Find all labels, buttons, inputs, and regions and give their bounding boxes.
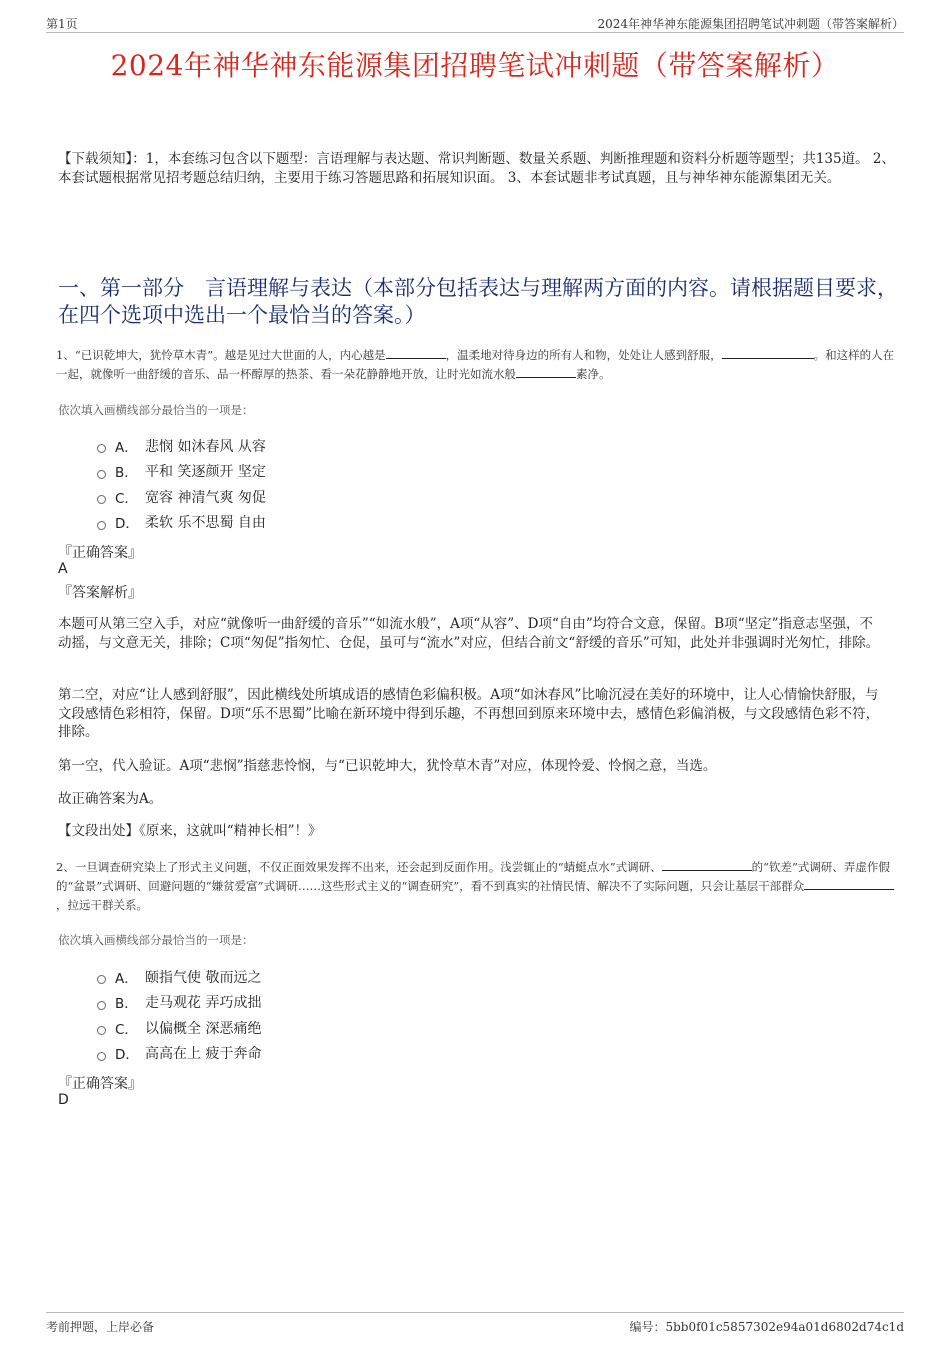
option-b[interactable]: B． 平和 笑逐颜开 坚定	[97, 459, 266, 485]
question-1-stem: 1、“已识乾坤大，犹怜草木青”。越是见过大世面的人，内心越是 ，温柔地对待身边的所有人和物，处处让人感到舒服， 。和这样的人在一起，就像听一曲舒缓的音乐、品一杯醇厚的热茶、看一朵花静静地开放，让时光如流水般 素净。	[56, 348, 895, 381]
header-doc-name: 2024年神华神东能源集团招聘笔试冲刺题（带答案解析）	[597, 17, 904, 31]
analysis-label: 『答案解析』	[58, 585, 142, 601]
page-number: 第1页	[46, 17, 78, 31]
radio-icon[interactable]	[97, 470, 106, 479]
option-a[interactable]: A． 颐指气使 敬而远之	[97, 964, 261, 990]
analysis-conclusion: 故正确答案为A。	[58, 791, 163, 807]
radio-icon[interactable]	[97, 975, 106, 984]
correct-answer-label: 『正确答案』	[58, 545, 142, 561]
section-title: 一、第一部分 言语理解与表达（本部分包括表达与理解两方面的内容。请根据题目要求，在四个选项中选出一个最恰当的答案。）	[58, 276, 898, 327]
option-b[interactable]: B． 走马观花 弄巧成拙	[97, 990, 261, 1016]
page-header	[46, 12, 904, 33]
question-2-options	[97, 964, 261, 1066]
question-1-options	[97, 433, 266, 535]
footer-slogan: 考前押题，上岸必备	[46, 1320, 155, 1334]
correct-answer: D	[58, 1092, 69, 1108]
option-d[interactable]: D． 高高在上 疲于奔命	[97, 1041, 261, 1067]
radio-icon[interactable]	[97, 1001, 106, 1010]
source-note: 【文段出处】《原来，这就叫“精神长相”！》	[58, 823, 322, 839]
correct-answer-label: 『正确答案』	[58, 1076, 142, 1092]
radio-icon[interactable]	[97, 495, 106, 504]
option-d[interactable]: D． 柔软 乐不思蜀 自由	[97, 510, 266, 536]
question-2-stem: 2、一旦调查研究染上了形式主义问题，不仅正面效果发挥不出来，还会起到反面作用。浅尝辄止的“蜻蜓点水”式调研、 的“钦差”式调研、弄虚作假的“盆景”式调研、回避问题的“嫌贫爱富”式调研……这些形式主义的“调查研究”，看不到真实的社情民情、解决不了实际问题，只会让基层干部群众，拉远干群关系。	[56, 858, 898, 915]
option-c[interactable]: C． 以偏概全 深恶痛绝	[97, 1015, 261, 1041]
download-notice: 【下载须知】：1，本套练习包含以下题型：言语理解与表达题、常识判断题、数量关系题、判断推理题和资料分析题等题型；共135道。 2、本套试题根据常见招考题总结归纳，主要用于练习答题思路和拓展知识面。 3、本套试题非考试真题，且与神华神东能源集团无关。	[58, 151, 895, 186]
analysis-paragraph: 第二空，对应“让人感到舒服”，因此横线处所填成语的感情色彩偏积极。A项“如沐春风”比喻沉浸在美好的环境中，让人心情愉快舒服，与文段感情色彩相符，保留。D项“乐不思蜀”比喻在新环境中得到乐趣，不再想回到原来环境中去，感情色彩偏消极，与文段感情色彩不符，排除。	[58, 687, 880, 740]
blank	[386, 346, 446, 359]
radio-icon[interactable]	[97, 444, 106, 453]
correct-answer: A	[58, 561, 68, 577]
question-1-prompt: 依次填入画横线部分最恰当的一项是：	[58, 403, 254, 417]
document-title: 2024年神华神东能源集团招聘笔试冲刺题（带答案解析）	[110, 49, 840, 82]
blank	[782, 346, 814, 359]
footer-doc-id: 编号：5bb0f01c5857302e94a01d6802d74c1d	[629, 1320, 904, 1334]
blank	[662, 858, 752, 871]
radio-icon[interactable]	[97, 1052, 106, 1061]
radio-icon[interactable]	[97, 1026, 106, 1035]
question-2-prompt: 依次填入画横线部分最恰当的一项是：	[58, 933, 254, 947]
blank	[804, 877, 894, 890]
blank	[516, 365, 576, 378]
analysis-paragraph: 第一空，代入验证。A项“悲悯”指慈悲怜悯，与“已识乾坤大，犹怜草木青”对应，体现怜爱、怜悯之意，当选。	[58, 758, 717, 774]
radio-icon[interactable]	[97, 521, 106, 530]
option-c[interactable]: C． 宽容 神清气爽 匆促	[97, 484, 266, 510]
blank	[722, 346, 782, 359]
analysis-paragraph: 本题可从第三空入手，对应“就像听一曲舒缓的音乐”“如流水般”，A项“从容”、D项“自由”均符合文意，保留。B项“坚定”指意志坚强，不动摇，与文意无关，排除；C项“匆促”指匆忙、仓促，虽可与“流水”对应，但结合前文“舒缓的音乐”可知，此处并非强调时光匆忙，排除。	[58, 616, 880, 651]
option-a[interactable]: A． 悲悯 如沐春风 从容	[97, 433, 266, 459]
page-footer	[46, 1312, 904, 1335]
